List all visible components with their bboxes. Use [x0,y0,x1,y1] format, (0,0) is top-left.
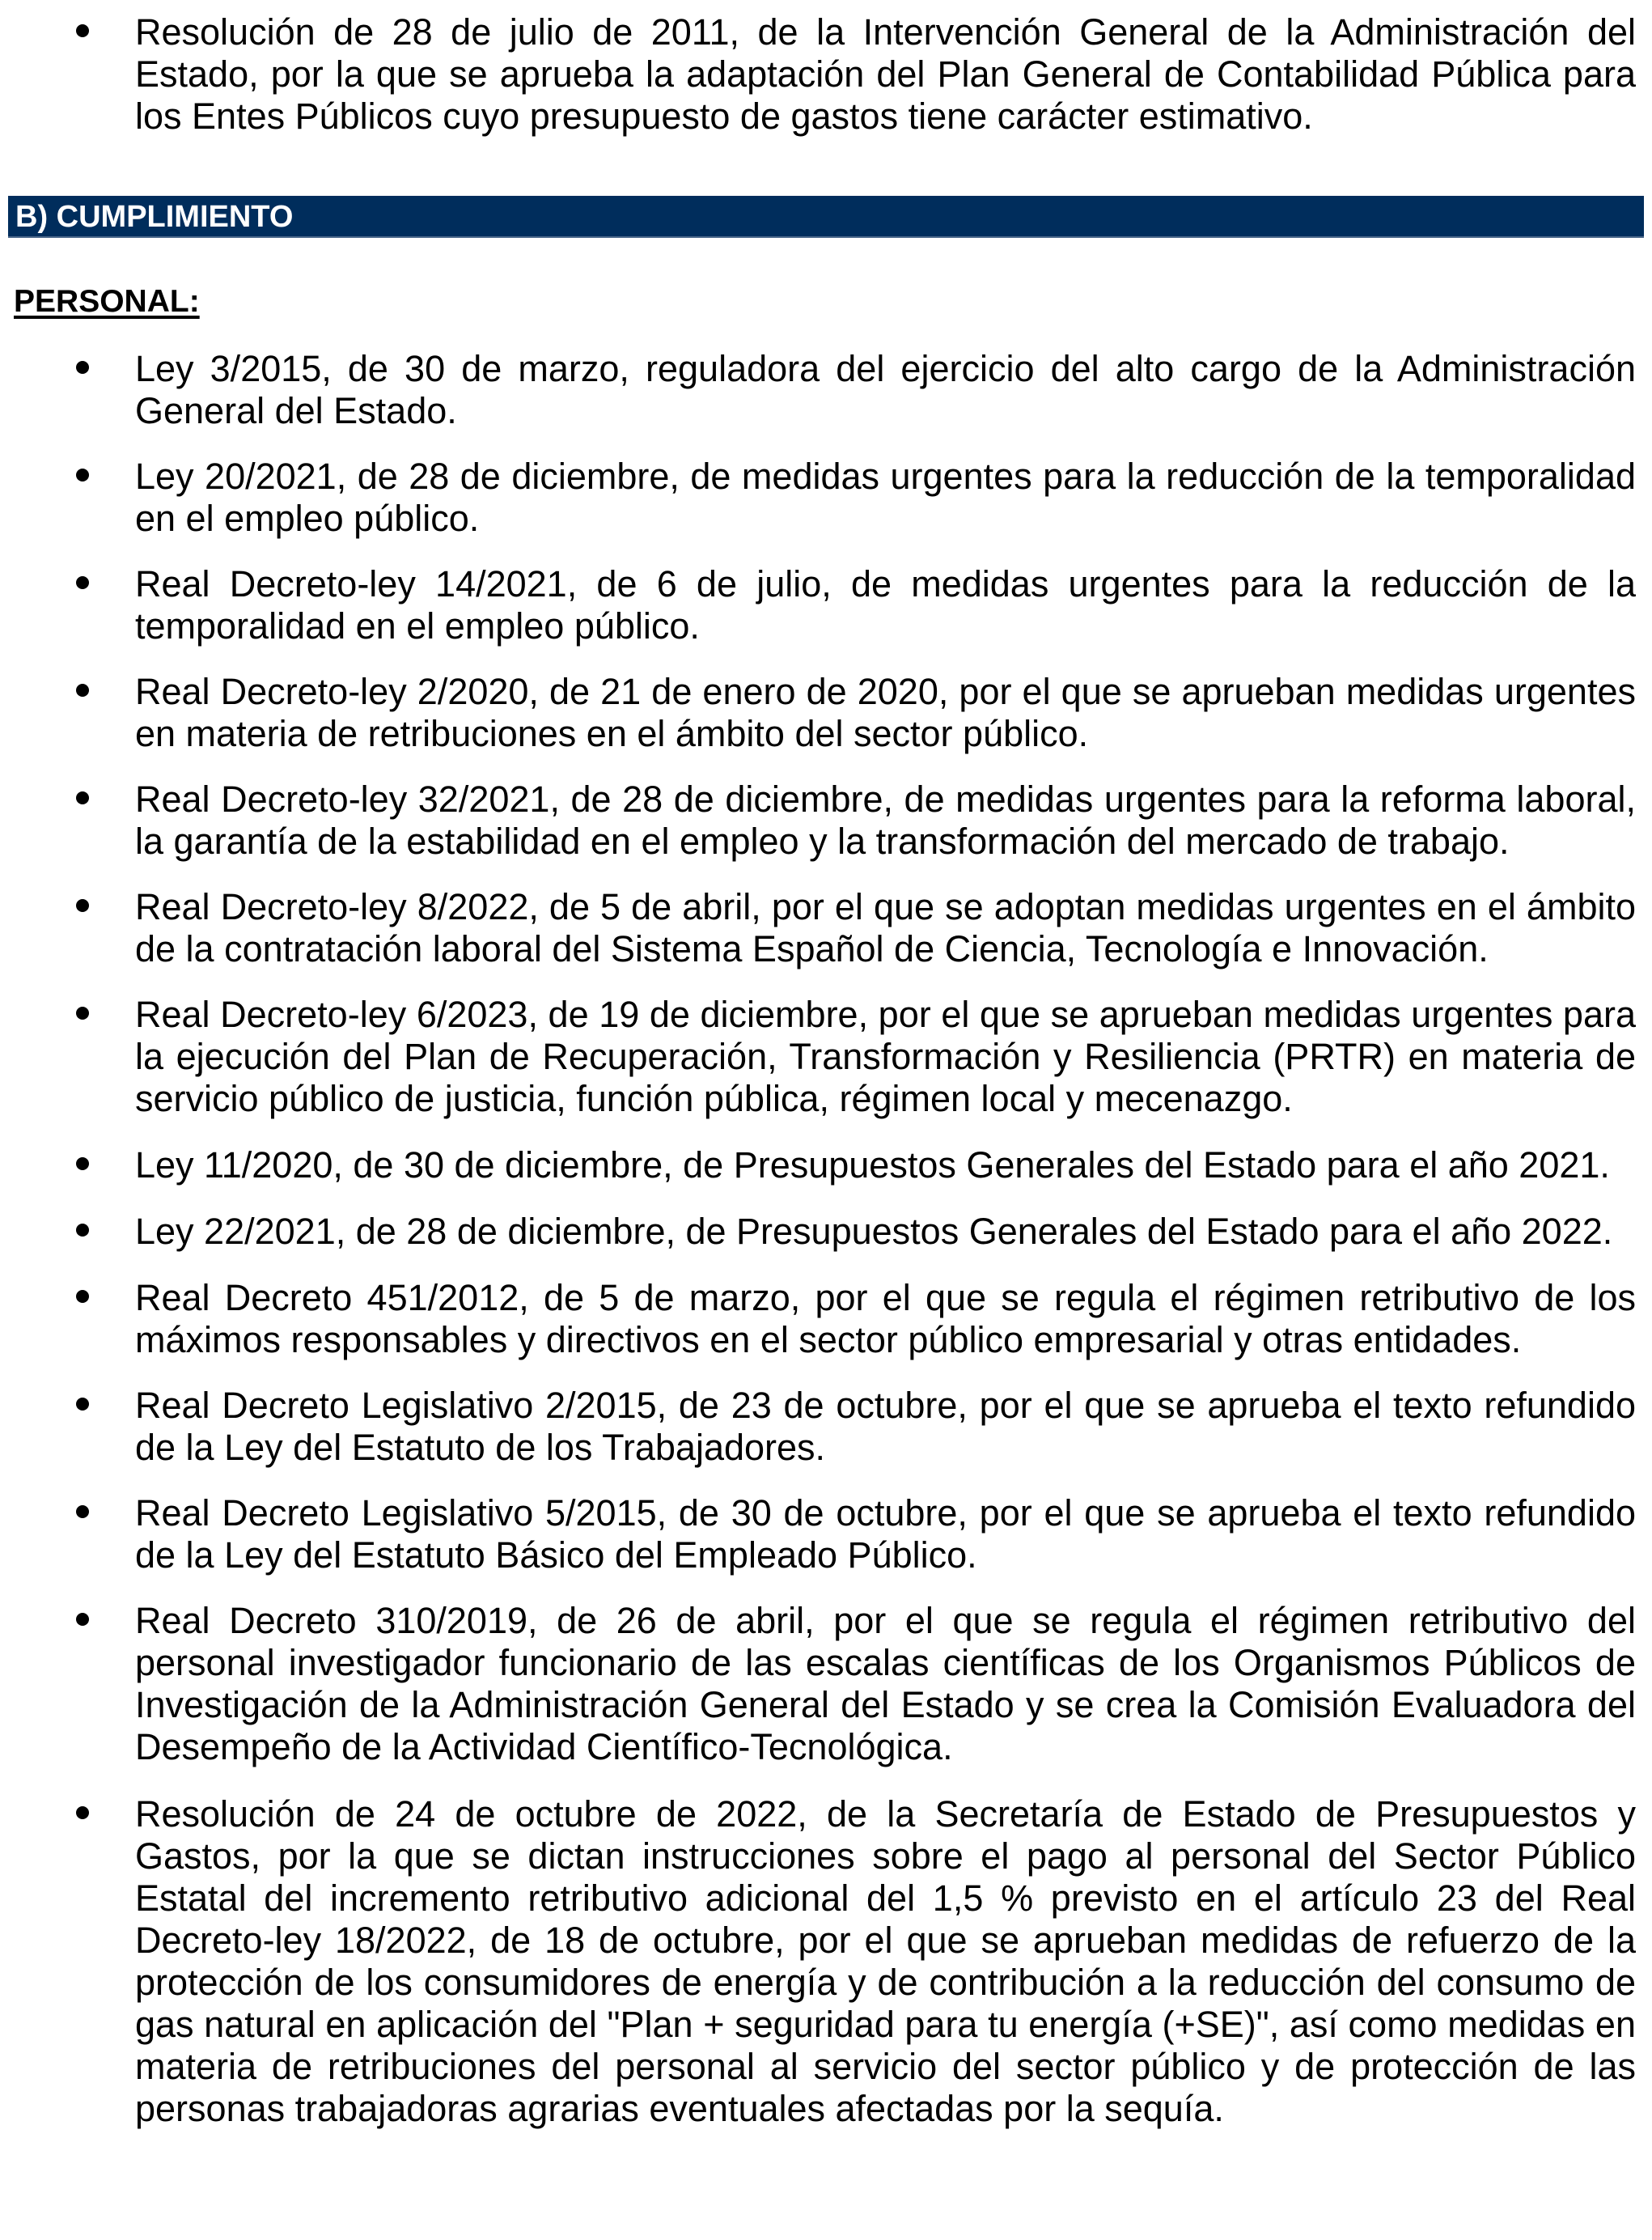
list-item-text: Real Decreto-ley 8/2022, de 5 de abril, por el que se adoptan medidas urgentes en el ámbito de la contratación laboral del Sistema Español de Ciencia, Tecnología e Innovación. [135,886,1636,969]
bullet-icon [76,1007,89,1020]
bullet-icon [76,1290,89,1303]
list-item-text: Ley 11/2020, de 30 de diciembre, de Presupuestos Generales del Estado para el año 2021. [135,1144,1610,1186]
bullet-icon [76,1613,89,1626]
bullet-icon [76,684,89,697]
subsection-heading: PERSONAL: [14,284,200,319]
list-item-text: Real Decreto-ley 6/2023, de 19 de diciembre, por el que se aprueban medidas urgentes para la ejecución del Plan de Recuperación, Transformación y Resiliencia (PRTR) en materia de servicio público de justicia, función pública, régimen local y mecenazgo. [135,994,1636,1119]
list-item-text: Real Decreto-ley 14/2021, de 6 de julio, de medidas urgentes para la reducción de la temporalidad en el empleo público. [135,563,1636,647]
bullet-icon [76,576,89,589]
section-header-bar [8,196,1644,238]
list-item-text: Ley 3/2015, de 30 de marzo, reguladora del ejercicio del alto cargo de la Administración General del Estado. [135,348,1636,431]
list-item-text: Real Decreto Legislativo 5/2015, de 30 de octubre, por el que se aprueba el texto refundido de la Ley del Estatuto Básico del Empleado Público. [135,1492,1636,1576]
list-item-text: Ley 22/2021, de 28 de diciembre, de Presupuestos Generales del Estado para el año 2022. [135,1211,1613,1252]
bullet-icon [76,24,89,37]
bullet-icon [76,899,89,912]
list-item-text: Real Decreto Legislativo 2/2015, de 23 de octubre, por el que se aprueba el texto refundido de la Ley del Estatuto de los Trabajadores. [135,1385,1636,1468]
list-item-text: Real Decreto-ley 32/2021, de 28 de diciembre, de medidas urgentes para la reforma laboral, la garantía de la estabilidad en el empleo y la transformación del mercado de trabajo. [135,778,1636,862]
list-item-text: Ley 20/2021, de 28 de diciembre, de medidas urgentes para la reducción de la temporalidad en el empleo público. [135,456,1636,539]
bullet-icon [76,791,89,804]
list-item-text: Resolución de 28 de julio de 2011, de la Intervención General de la Administración del Estado, por la que se aprueba la adaptación del Plan General de Contabilidad Pública para los Entes Públicos cuyo presupuesto de gastos tiene carácter estimativo. [135,11,1636,137]
bullet-icon [76,1224,89,1237]
section-title: B) CUMPLIMIENTO [15,200,294,234]
bullet-icon [76,469,89,482]
list-item-text: Real Decreto 451/2012, de 5 de marzo, por el que se regula el régimen retributivo de los máximos responsables y directivos en el sector público empresarial y otras entidades. [135,1277,1636,1360]
list-item-text: Resolución de 24 de octubre de 2022, de la Secretaría de Estado de Presupuestos y Gastos, por la que se dictan instrucciones sobre el pago al personal del Sector Público Estatal del incremento retributivo adicional del 1,5 % previsto en el artículo 23 del Real Decreto-ley 18/2022, de 18 de octubre, por el que se aprueban medidas de refuerzo de la protección de los consumidores de energía y de contribución a la reducción del consumo de gas natural en aplicación del "Plan + seguridad para tu energía (+SE)", así como medidas en materia de retribuciones del personal al servicio del sector público y de protección de las personas trabajadoras agrarias eventuales afectadas por la sequía. [135,1793,1636,2129]
bullet-icon [76,1806,89,1819]
list-item-text: Real Decreto-ley 2/2020, de 21 de enero de 2020, por el que se aprueban medidas urgentes en materia de retribuciones en el ámbito del sector público. [135,671,1636,754]
bullet-icon [76,1398,89,1411]
bullet-icon [76,1157,89,1170]
bullet-icon [76,1505,89,1518]
bullet-icon [76,361,89,374]
list-item-text: Real Decreto 310/2019, de 26 de abril, por el que se regula el régimen retributivo del personal investigador funcionario de las escalas científicas de los Organismos Públicos de Investigación de la Administración General del Estado y se crea la Comisión Evaluadora del Desempeño de la Actividad Científico-Tecnológica. [135,1600,1636,1767]
